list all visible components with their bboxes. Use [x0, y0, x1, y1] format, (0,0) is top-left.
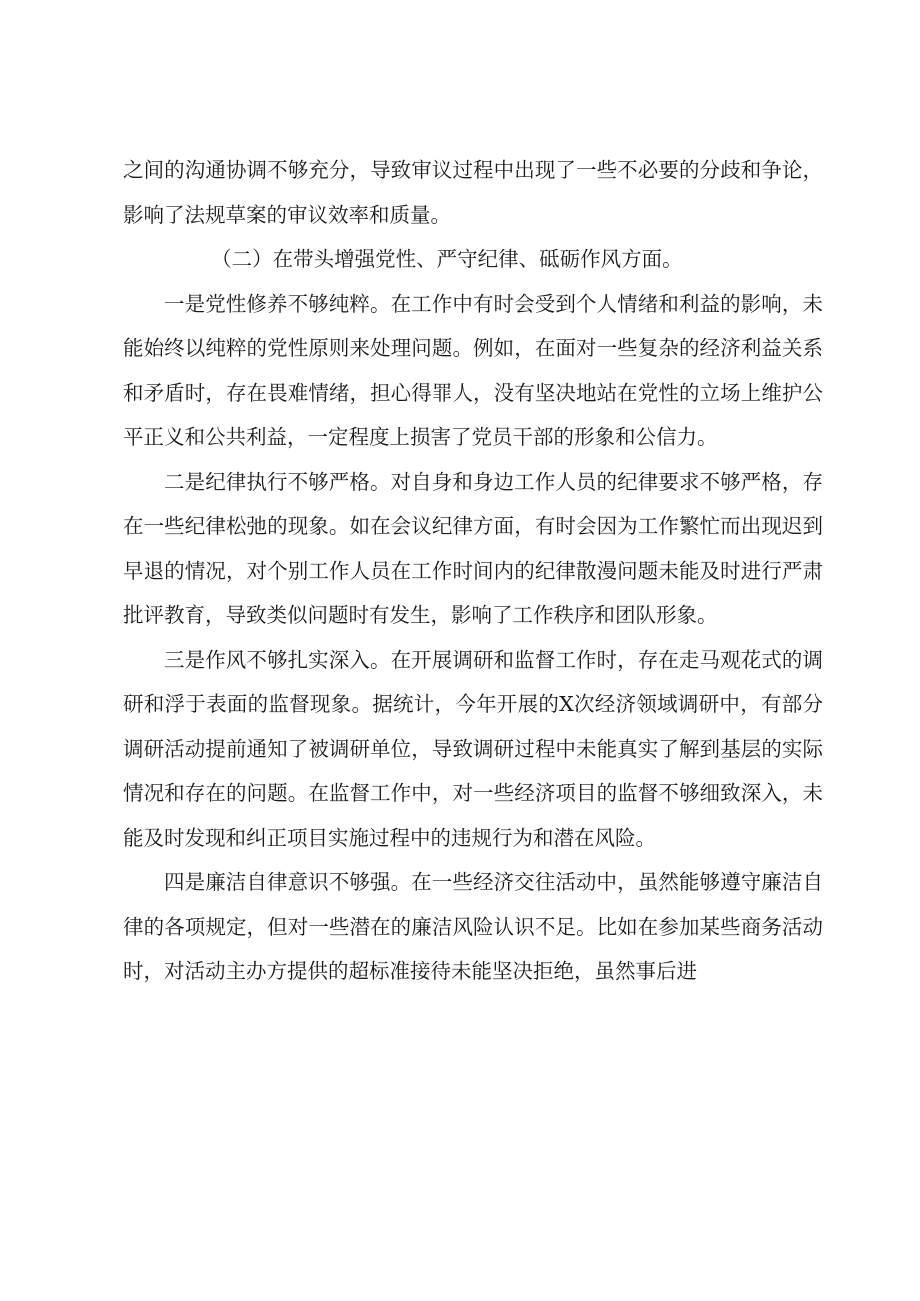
paragraph-discipline: 二是纪律执行不够严格。对自身和身边工作人员的纪律要求不够严格，存在一些纪律松弛的现象。如在会议纪律方面，有时会因为工作繁忙而出现迟到早退的情况，对个别工作人员在工作时间内的纪律散漫问题未能及时进行严肃批评教育，导致类似问题时有发生，影响了工作秩序和团队形象。 [123, 469, 823, 627]
paragraph-integrity: 四是廉洁自律意识不够强。在一些经济交往活动中，虽然能够遵守廉洁自律的各项规定，但对一些潜在的廉洁风险认识不足。比如在参加某些商务活动时，对活动主办方提供的超标准接待未能坚决拒绝，虽然事后进 [123, 870, 823, 983]
paragraph-party-spirit: 一是党性修养不够纯粹。在工作中有时会受到个人情绪和利益的影响，未能始终以纯粹的党性原则来处理问题。例如，在面对一些复杂的经济利益关系和矛盾时，存在畏难情绪，担心得罪人，没有坚决地站在党性的立场上维护公平正义和公共利益，一定程度上损害了党员干部的形象和公信力。 [123, 291, 823, 449]
section-heading: （二）在带头增强党性、严守纪律、砥砺作风方面。 [211, 247, 683, 271]
paragraph-continuation: 之间的沟通协调不够充分，导致审议过程中出现了一些不必要的分歧和争论，影响了法规草案的审议效率和质量。 [123, 158, 823, 227]
paragraph-work-style: 三是作风不够扎实深入。在开展调研和监督工作时，存在走马观花式的调研和浮于表面的监督现象。据统计，今年开展的X次经济领域调研中，有部分调研活动提前通知了被调研单位，导致调研过程中未能真实了解到基层的实际情况和存在的问题。在监督工作中，对一些经济项目的监督不够细致深入，未能及时发现和纠正项目实施过程中的违规行为和潜在风险。 [123, 647, 823, 850]
document-body [123, 148, 823, 994]
